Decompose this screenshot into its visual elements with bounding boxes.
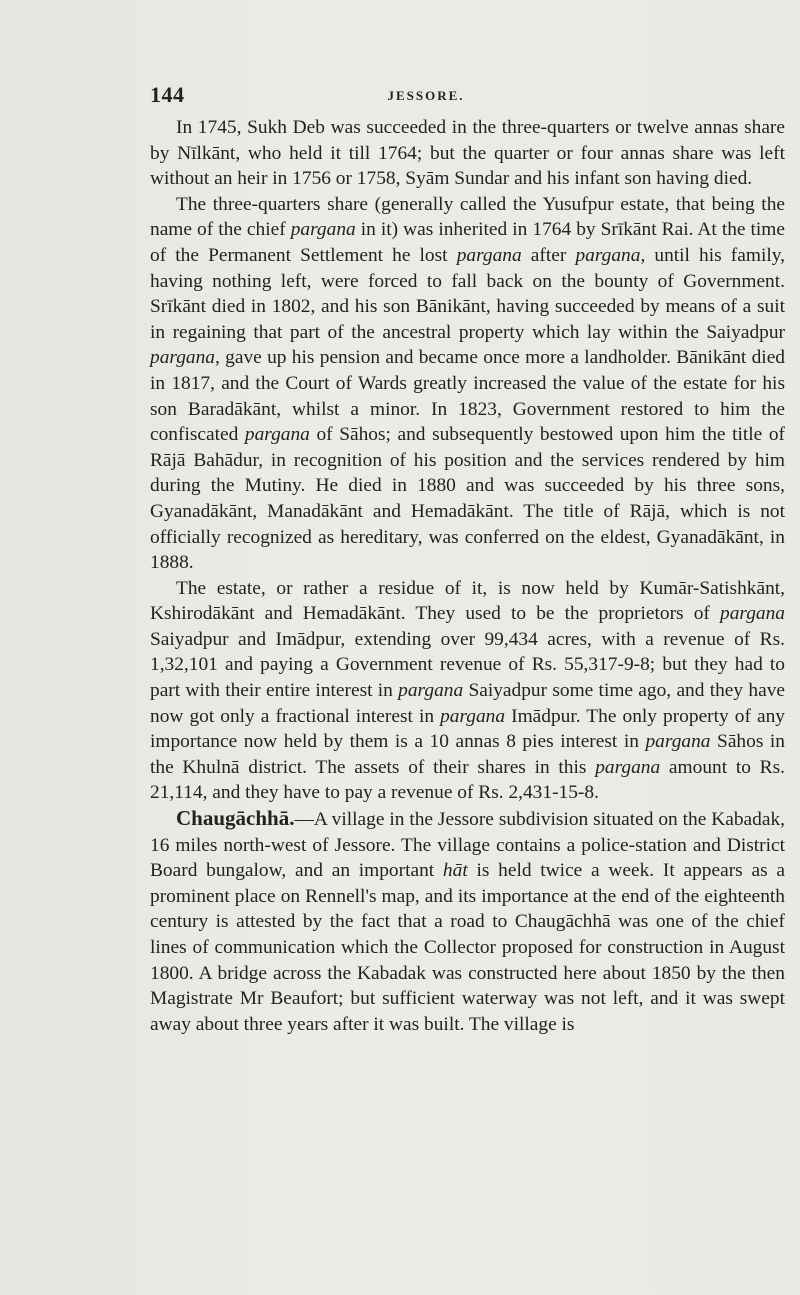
text-run: The three-quarters share (generally called the Yusufpur estate, that being the name of the chief: [150, 193, 785, 241]
text-run: Saiyadpur and Imādpur, extending over 99,434 acres, with a revenue of Rs. 1,32,101 and paying a Government revenue of Rs. 55,317-9-8; but they had to part with their entire interest in: [150, 628, 785, 702]
text-run: —A village in the Jessore subdivision situated on the Kabadak, 16 miles north-west of Jessore. The village contains a police-station and District Board bungalow, and an important: [150, 809, 785, 882]
paragraph: [150, 192, 785, 576]
italic-term: hāt: [442, 860, 468, 882]
text-run: is held twice a week. It appears as a prominent place on Rennell's map, and its importance at the end of the eighteenth century is attested by the fact that a road to Chaugāchhā was one of the chief lines of communication which the Collector proposed for construction in August 1800. A bridge across the Kabadak was constructed here about 1850 by the then Magistrate Mr Beaufort; but sufficient waterway was not left, and it was swept away about three years after it was built. The village is: [150, 860, 785, 1035]
text-run: amount to Rs. 21,114, and they have to pay a revenue of Rs. 2,431-15-8.: [150, 756, 785, 804]
italic-term: pargana: [645, 731, 711, 753]
text-run: , until his family, having nothing left, were forced to fall back on the bounty of Government. Srīkānt died in 1802, and his son Bānikānt, having succeeded by means of a suit in regaining that part of the ancestral property which lay within the Saiyadpur: [150, 244, 786, 343]
italic-term: pargana: [290, 219, 356, 241]
text-run: of Sāhos; and subsequently bestowed upon him the title of Rājā Bahādur, in recognition of his position and the services rendered by him during the Mutiny. He died in 1880 and was succeeded by his three sons, Gyanadākānt, Manadākānt and Hemadākānt. The title of Rājā, which is not officially recognized as hereditary, was conferred on the eldest, Gyanadākānt, in 1888.: [150, 424, 785, 574]
text-run: Sāhos in the Khulnā district. The assets of their shares in this: [150, 731, 785, 778]
italic-term: pargana: [720, 603, 785, 625]
italic-term: pargana: [398, 680, 464, 702]
text-run: after: [521, 244, 576, 266]
text-run: , gave up his pension and became once more a landholder. Bānikānt died in 1817, and the Court of Wards greatly increased the value of the estate for his son Baradākānt, whilst a minor. In 1823, Government restored to him the confiscated: [150, 347, 785, 446]
paragraph: [150, 115, 785, 192]
text-run: In 1745, Sukh Deb was succeeded in the three-quarters or twelve annas share by Nīlkānt, who held it till 1764; but the quarter or four annas share was left without an heir in 1756 or 1758, Syām Sundar and his infant son having died.: [150, 117, 785, 190]
body-text: [150, 115, 785, 1037]
italic-term: pargana: [244, 424, 310, 446]
italic-term: pargana: [575, 244, 641, 266]
italic-term: pargana: [440, 705, 506, 727]
paragraph: [150, 806, 785, 1037]
text-run: Imādpur. The only property of any importance now held by them is a 10 annas 8 pies interest in: [150, 705, 785, 753]
italic-term: pargana: [150, 347, 215, 369]
running-head: JESSORE.: [387, 88, 465, 103]
page-number: 144: [150, 82, 185, 107]
paragraph: [150, 576, 785, 806]
text-run: Saiyadpur some time ago, and they have now got only a fractional interest in: [150, 680, 785, 727]
text-run: The estate, or rather a residue of it, is now held by Kumār-Satishkānt, Kshirodākānt and Hemadākānt. They used to be the proprietors of: [150, 577, 785, 625]
text-run: in it) was inherited in 1764 by Srīkānt Rai. At the time of the Permanent Settlement he lost: [150, 219, 785, 266]
italic-term: pargana: [595, 756, 661, 778]
page-header: [0, 78, 800, 118]
entry-heading: Chaugāchhā.: [176, 806, 295, 831]
italic-term: pargana: [456, 244, 522, 266]
